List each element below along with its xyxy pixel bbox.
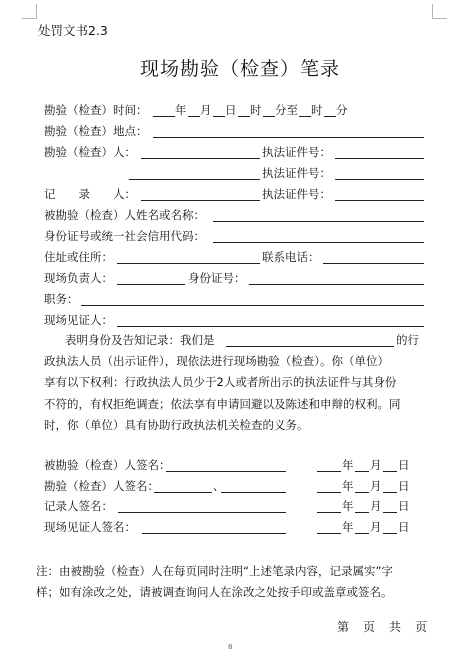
sig4-year-unit: 年 xyxy=(342,520,354,534)
address-field[interactable] xyxy=(117,263,260,264)
site-witness-field[interactable] xyxy=(117,326,424,327)
footer-di: 第 xyxy=(337,620,358,634)
sig1-month-field[interactable] xyxy=(355,471,369,472)
sig2-year-unit: 年 xyxy=(342,479,354,493)
minute-to-unit: 分至 xyxy=(275,103,298,117)
recorder-field[interactable] xyxy=(141,200,260,201)
crop-mark-top-left xyxy=(22,4,37,19)
cert-number-label-3: 执法证件号： xyxy=(262,187,331,201)
inspection-place-label: 勘验（检查）地点： xyxy=(44,124,148,138)
inspector-label: 勘验（检查）人： xyxy=(44,145,136,159)
cert-number-label-2: 执法证件号： xyxy=(262,166,331,180)
inspector-field[interactable] xyxy=(141,158,260,159)
cert-number-field-2[interactable] xyxy=(335,179,424,180)
hour-field[interactable] xyxy=(238,116,250,117)
notice-line-5: 时，你（单位）具有协助行政执法机关检查的义务。 xyxy=(44,418,309,432)
year-field[interactable] xyxy=(153,116,175,117)
sig3-month-unit: 月 xyxy=(370,499,382,513)
inspection-place-field[interactable] xyxy=(153,137,424,138)
minute-end-unit: 分 xyxy=(336,103,348,117)
footer-ye: 页 xyxy=(363,620,384,634)
witness-signature-label: 现场见证人签名： xyxy=(44,520,136,534)
sig3-year-field[interactable] xyxy=(317,512,341,513)
sig3-year-unit: 年 xyxy=(342,499,354,513)
page-count xyxy=(337,618,435,635)
footer-gong: 共 xyxy=(389,620,410,634)
inspector-signature-field-2[interactable] xyxy=(221,492,286,493)
sig1-year-unit: 年 xyxy=(342,458,354,472)
footnote-line-2: 样；如有涂改之处，请被调查询问人在涂改之处按手印或盖章或签名。 xyxy=(36,585,393,599)
year-unit: 年 xyxy=(175,103,187,117)
sig2-month-unit: 月 xyxy=(370,479,382,493)
recorder-label: 记 录 人： xyxy=(44,187,136,201)
sig4-month-field[interactable] xyxy=(355,533,369,534)
inspector-signature-field-1[interactable] xyxy=(154,492,212,493)
page-title: 现场勘验（检查）笔录 xyxy=(140,58,341,80)
sig4-day-field[interactable] xyxy=(383,533,397,534)
crop-mark-top-right xyxy=(432,4,447,19)
day-unit: 日 xyxy=(225,103,237,117)
inspected-signature-label: 被勘验（检查）人签名： xyxy=(44,458,171,472)
notice-line-2: 政执法人员（出示证件），现依法进行现场勘验（检查）。你（单位） xyxy=(44,354,389,368)
sig1-year-field[interactable] xyxy=(317,471,341,472)
sig1-day-field[interactable] xyxy=(383,471,397,472)
recorder-signature-label: 记录人签名： xyxy=(44,499,113,513)
month-field[interactable] xyxy=(188,116,200,117)
principal-id-field[interactable] xyxy=(249,284,424,285)
cert-number-field-1[interactable] xyxy=(335,158,424,159)
recorder-signature-field[interactable] xyxy=(118,512,286,513)
sig4-month-unit: 月 xyxy=(370,520,382,534)
witness-signature-field[interactable] xyxy=(142,533,286,534)
notice-line-4: 不符的，有权拒绝调查；依法享有申请回避以及陈述和申辩的权利。同 xyxy=(44,397,401,411)
cert-number-field-3[interactable] xyxy=(335,200,424,201)
phone-field[interactable] xyxy=(323,263,424,264)
sig3-month-field[interactable] xyxy=(355,512,369,513)
hour-end-field[interactable] xyxy=(299,116,311,117)
inspected-name-field[interactable] xyxy=(213,221,424,222)
hour-end-unit: 时 xyxy=(311,103,323,117)
sig3-day-field[interactable] xyxy=(383,512,397,513)
page-number: 8 xyxy=(228,643,233,651)
sig4-day-unit: 日 xyxy=(398,520,410,534)
sig4-year-field[interactable] xyxy=(317,533,341,534)
inspected-name-label: 被勘验（检查）人姓名或名称： xyxy=(44,208,205,222)
day-field[interactable] xyxy=(213,116,225,117)
position-field[interactable] xyxy=(81,305,424,306)
id-number-label: 身份证号或统一社会信用代码： xyxy=(44,229,205,243)
sig2-day-unit: 日 xyxy=(398,479,410,493)
sig1-day-unit: 日 xyxy=(398,458,410,472)
position-label: 职务： xyxy=(44,292,79,306)
sig3-day-unit: 日 xyxy=(398,499,410,513)
site-principal-field[interactable] xyxy=(117,284,185,285)
footnote-line-1: 注：由被勘验（检查）人在每页同时注明“上述笔录内容，记录属实”字 xyxy=(36,564,393,578)
sig2-year-field[interactable] xyxy=(317,492,341,493)
sig2-day-field[interactable] xyxy=(383,492,397,493)
notice-de: 的行 xyxy=(396,333,419,347)
id-number-field[interactable] xyxy=(213,242,424,243)
document-code: 处罚文书2.3 xyxy=(38,23,108,38)
site-witness-label: 现场见证人： xyxy=(44,313,113,327)
site-principal-label: 现场负责人： xyxy=(44,271,113,285)
address-label: 住址或住所： xyxy=(44,250,113,264)
inspector-signature-label: 勘验（检查）人签名： xyxy=(44,479,159,493)
notice-line-3: 享有以下权利：行政执法人员少于2人或者所出示的执法证件与其身份 xyxy=(44,375,397,389)
cert-number-label: 执法证件号： xyxy=(262,145,331,159)
hour-unit: 时 xyxy=(250,103,262,117)
inspection-time-label: 勘验（检查）时间： xyxy=(44,103,148,117)
minute-from-field[interactable] xyxy=(263,116,275,117)
inspected-signature-field[interactable] xyxy=(166,471,286,472)
notice-lead: 表明身份及告知记录：我们是 xyxy=(65,333,215,347)
signature-separator: 、 xyxy=(213,479,225,493)
minute-end-field[interactable] xyxy=(324,116,336,117)
sig1-month-unit: 月 xyxy=(370,458,382,472)
sig2-month-field[interactable] xyxy=(355,492,369,493)
agency-name-field[interactable] xyxy=(226,346,394,347)
inspector-field-2[interactable] xyxy=(129,179,260,180)
principal-id-label: 身份证号： xyxy=(188,271,246,285)
month-unit: 月 xyxy=(200,103,212,117)
phone-label: 联系电话： xyxy=(262,250,320,264)
footer-ye2: 页 xyxy=(415,620,436,634)
